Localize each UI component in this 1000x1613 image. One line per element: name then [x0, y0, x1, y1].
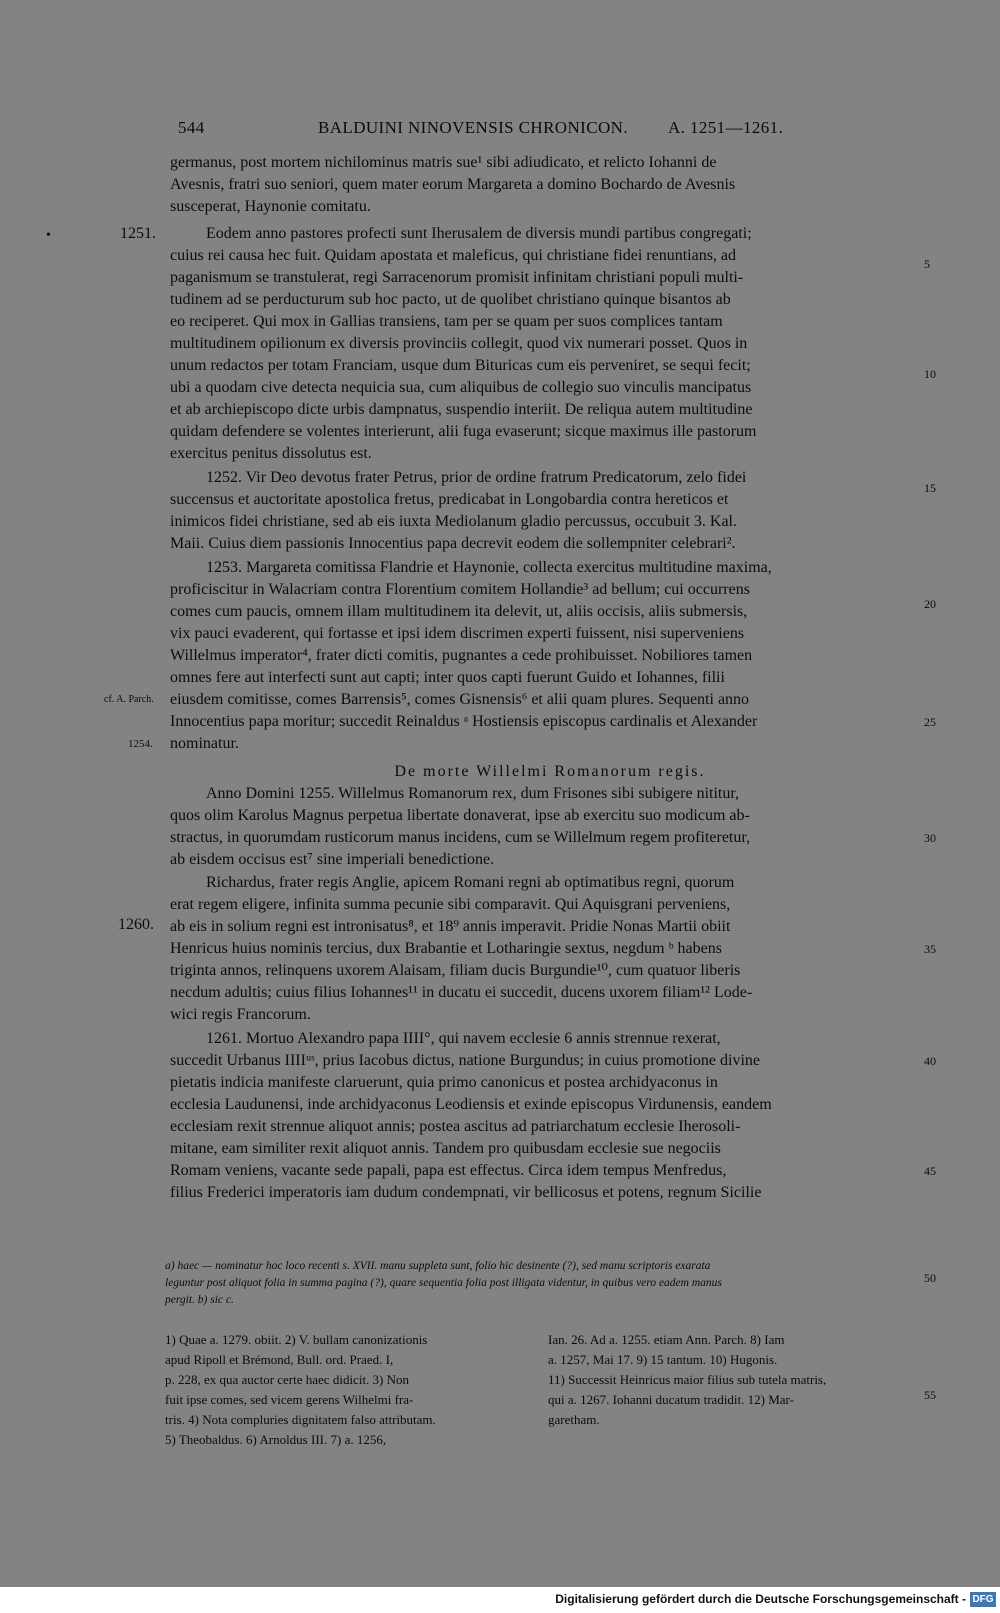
- running-header: [178, 118, 808, 142]
- text-line: susceperat, Haynonie comitatu.: [170, 198, 371, 215]
- text-line: unum redactos per totam Franciam, usque dum Bituricas cum eis perveniret, se sequi fecit;: [170, 357, 751, 374]
- line-number: 5: [924, 257, 930, 271]
- header-years: A. 1251—1261.: [668, 118, 784, 137]
- margin-year: 1254.: [128, 738, 153, 750]
- line-number: 25: [924, 715, 936, 729]
- text-line: 1261. Mortuo Alexandro papa IIII°, qui navem ecclesie 6 annis strennue rexerat,: [206, 1030, 721, 1047]
- text-line: 1253. Margareta comitissa Flandrie et Haynonie, collecta exercitus multitudine maxima,: [206, 559, 772, 576]
- line-number: 50: [924, 1271, 936, 1285]
- text-line: Henricus huius nominis tercius, dux Brabantie et Lotharingie sextus, negdum ᵇ habens: [170, 940, 722, 957]
- text-line: exercitus penitus dissolutus est.: [170, 445, 372, 462]
- text-line: ecclesia Laudunensi, inde archidyaconus Leodiensis et exinde episcopus Virdunensis, eandem: [170, 1096, 772, 1113]
- text-line: succedit Urbanus IIIIᵘˢ, prius Iacobus dictus, natione Burgundus; in cuius promotione divine: [170, 1052, 761, 1069]
- text-line: Romam veniens, vacante sede papali, papa est effectus. Circa idem tempus Menfredus,: [170, 1162, 727, 1179]
- text-line: 1252. Vir Deo devotus frater Petrus, prior de ordine fratrum Predicatorum, zelo fidei: [206, 469, 747, 486]
- text-line: ecclesiam rexit strennue aliquot annis; postea ascitus ad patriarchatum ecclesie Iherosoli-: [170, 1118, 741, 1135]
- text-line: tudinem ad se perducturum sub hoc pacto, ut de quolibet christiano quinque bisantos ab: [170, 291, 731, 308]
- text-line: proficiscitur in Walacriam contra Florentium comitem Hollandie³ ad bellum; cui occurrens: [170, 581, 750, 598]
- margin-note: cf. A. Parch.: [104, 694, 154, 705]
- line-number: 35: [924, 942, 936, 956]
- text-line: Richardus, frater regis Anglie, apicem Romani regni ab optimatibus regni, quorum: [206, 874, 735, 891]
- footnote-line: 11) Successit Heinricus maior filius sub tutela matris,: [548, 1372, 827, 1387]
- text-line: eo reciperet. Qui mox in Gallias transiens, tam per se quam per suos complices tantam: [170, 313, 723, 330]
- text-line: multitudinem opilionum ex diversis provinciis collegit, quod vix numerari posset. Quos in: [170, 335, 748, 352]
- text-line: wici regis Francorum.: [170, 1006, 311, 1023]
- margin-year: 1251.: [120, 225, 156, 242]
- text-line: pietatis indicia manifeste claruerunt, quia primo canonicus et postea archidyaconus in: [170, 1074, 718, 1091]
- text-line: ab eis in solium regni est intronisatus⁸, et 18⁹ annis imperavit. Pridie Nonas Martii obiit: [170, 918, 731, 935]
- text-line: inimicos fidei christiane, sed ab eis iuxta Mediolanum gladio percussus, occubuit 3. Kal.: [170, 513, 737, 530]
- text-line: Innocentius papa moritur; succedit Reinaldus ᵃ Hostiensis episcopus cardinalis et Alexander: [170, 713, 758, 730]
- footnote-line: tris. 4) Nota compluries dignitatem falso attributam.: [165, 1412, 436, 1427]
- line-number: 15: [924, 481, 936, 495]
- text-line: Maii. Cuius diem passionis Innocentius papa decrevit eodem die sollempniter celebrari².: [170, 535, 736, 552]
- text-line: vix pauci evaderent, qui fortasse et ipsi idem discrimen experti fuissent, nisi superveniens: [170, 625, 745, 642]
- text-line: ubi a quodam cive detecta nequicia sua, cum aliquibus de collegio suo vinculis mancipatus: [170, 379, 752, 396]
- text-line: Eodem anno pastores profecti sunt Iherusalem de diversis mundi partibus congregati;: [206, 225, 752, 242]
- footnote-line: a. 1257, Mai 17. 9) 15 tantum. 10) Hugonis.: [548, 1352, 778, 1367]
- text-line: ab eisdem occisus est⁷ sine imperiali benedictione.: [170, 851, 495, 868]
- critical-note-line: pergit. b) sic c.: [165, 1294, 234, 1306]
- text-line: triginta annos, relinquens uxorem Alaisam, filiam ducis Burgundie¹⁰, cum quatuor liberis: [170, 962, 741, 979]
- footnote-line: garetham.: [548, 1412, 600, 1427]
- line-number: 55: [924, 1388, 936, 1402]
- text-line: comes cum paucis, omnem illam multitudinem ita delevit, ut, aliis occisis, aliis submersis,: [170, 603, 748, 620]
- text-line: Avesnis, fratri suo seniori, quem mater eorum Margareta a domino Bochardo de Avesnis: [170, 176, 736, 193]
- section-heading: De morte Willelmi Romanorum regis.: [394, 763, 706, 780]
- line-number: 40: [924, 1054, 936, 1068]
- line-number: 20: [924, 597, 936, 611]
- page-number: 544: [178, 118, 205, 137]
- text-line: quos olim Karolus Magnus perpetua libertate donaverat, ipse ab exercitu suo modicum ab-: [170, 807, 750, 824]
- funding-notice: Digitalisierung gefördert durch die Deutsche Forschungsgemeinschaft -: [555, 1592, 966, 1606]
- text-line: nominatur.: [170, 735, 239, 752]
- footnote-line: 1) Quae a. 1279. obiit. 2) V. bullam canonizationis: [165, 1332, 428, 1347]
- line-number: 30: [924, 831, 936, 845]
- digitization-footer: [0, 1587, 1000, 1613]
- footnote-line: 5) Theobaldus. 6) Arnoldus III. 7) a. 1256,: [165, 1432, 387, 1447]
- text-line: eiusdem comitisse, comes Barrensis⁵, comes Gisnensis⁶ et alii quam plures. Sequenti anno: [170, 691, 750, 708]
- text-line: Anno Domini 1255. Willelmus Romanorum rex, dum Frisones sibi subigere nititur,: [206, 785, 740, 802]
- text-line: erat regem eligere, infinita summa pecunie sibi comparavit. Qui Aquisgrani perveniens,: [170, 896, 731, 913]
- text-line: stractus, in quorumdam rusticorum manus incidens, cum se Willelmum regem profiteretur,: [170, 829, 751, 846]
- footnote-line: Ian. 26. Ad a. 1255. etiam Ann. Parch. 8) Iam: [548, 1332, 785, 1347]
- footnote-line: qui a. 1267. Iohanni ducatum tradidit. 12) Mar-: [548, 1392, 794, 1407]
- text-line: germanus, post mortem nichilominus matris sue¹ sibi adiudicato, et relicto Iohanni de: [170, 154, 717, 171]
- text-line: succensus et auctoritate apostolica fretus, predicabat in Longobardia contra hereticos et: [170, 491, 729, 508]
- margin-dot: •: [46, 228, 51, 243]
- text-line: necdum adultis; cuius filius Iohannes¹¹ in ducatu ei succedit, ducens uxorem filiam¹² Lode-: [170, 984, 753, 1001]
- text-line: filius Frederici imperatoris iam dudum condempnati, vir bellicosus et potens, regnum Sicilie: [170, 1184, 762, 1201]
- margin-year: 1260.: [118, 916, 154, 933]
- text-line: quidam defendere se volentes interierunt, alii fuga evaserunt; sicque maximus ille pastorum: [170, 423, 757, 440]
- dfg-logo: DFG: [970, 1592, 996, 1607]
- critical-note-line: leguntur post aliquot folia in summa pagina (?), quare sequentia folia post illigata videntur, in quibus vero eadem manus: [165, 1277, 722, 1289]
- text-line: Willelmus imperator⁴, frater dicti comitis, pugnantes a cede prohibuisset. Nobiliores tamen: [170, 647, 753, 664]
- text-line: et ab archiepiscopo dicte urbis dampnatus, suspendio interiit. De reliqua autem multitudine: [170, 401, 753, 418]
- text-line: omnes fere aut interfecti sunt aut capti; inter quos capti fuerunt Guido et Iohannes, filii: [170, 669, 725, 686]
- line-number: 10: [924, 367, 936, 381]
- critical-note-line: a) haec — nominatur hoc loco recenti s. XVII. manu suppleta sunt, folio hic desinente (?), sed manu scriptoris exarata: [165, 1260, 711, 1272]
- line-number: 45: [924, 1164, 936, 1178]
- footnote-line: apud Ripoll et Brémond, Bull. ord. Praed. I,: [165, 1352, 394, 1367]
- footnote-line: fuit ipse comes, sed vicem gerens Wilhelmi fra-: [165, 1392, 414, 1407]
- footnote-line: p. 228, ex qua auctor certe haec didicit. 3) Non: [165, 1372, 410, 1387]
- text-line: cuius rei causa hec fuit. Quidam apostata et maleficus, qui christiane fidei renuntians, ad: [170, 247, 737, 264]
- text-line: paganismum se transtulerat, regi Sarracenorum promisit infinitam christiani populi multi-: [170, 269, 744, 286]
- page-title: BALDUINI NINOVENSIS CHRONICON.: [318, 118, 628, 137]
- text-line: mitane, eam similiter rexit aliquot annis. Tandem pro quibusdam ecclesie sue negociis: [170, 1140, 721, 1157]
